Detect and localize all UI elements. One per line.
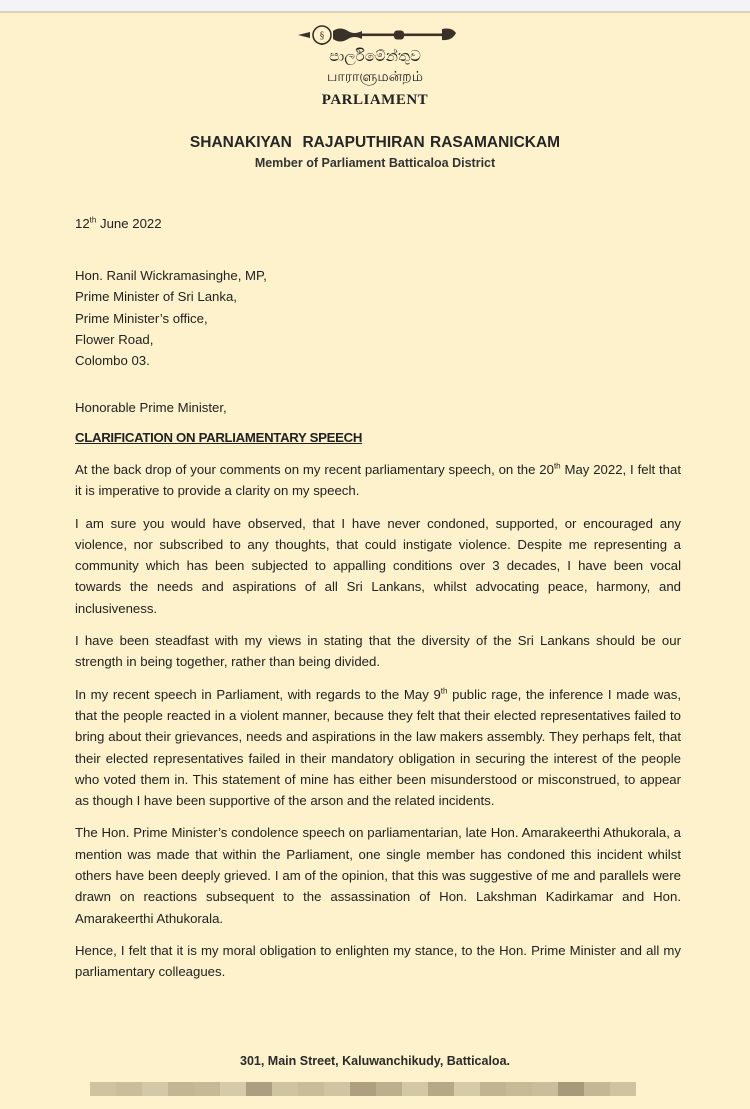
letterhead-tamil-name: பாராளுமன்றம்	[327, 69, 423, 85]
paragraph-text: public rage, the inference I made was, that the people reacted in a violent manner, because they felt that their elected representatives failed to bring about their grievances, needs and aspirations in the law makers assembly. They perhaps felt, that their elected representatives failed in their mandatory obligation in securing the interest of the people who voted them in. This statement of mine has either been misunderstood or misconstrued, to appear as though I have been supportive of the arson and the related incidents.	[75, 686, 681, 809]
redaction-block	[532, 1082, 558, 1096]
member-title: Member of Parliament Batticaloa District	[254, 156, 496, 170]
parliament-mace-emblem-icon	[296, 23, 458, 45]
redaction-block	[402, 1082, 428, 1096]
recipient-line: Flower Road,	[75, 331, 154, 347]
date-suffix: th	[89, 215, 97, 225]
redaction-block	[168, 1082, 194, 1096]
ordinal-suffix: th	[553, 461, 561, 471]
redaction-block	[298, 1082, 324, 1096]
ordinal-suffix: th	[440, 686, 448, 696]
recipient-address	[75, 265, 267, 371]
recipient-line: Prime Minister’s office,	[75, 310, 208, 326]
subject-heading: CLARIFICATION ON PARLIAMENTARY SPEECH	[75, 430, 363, 445]
paragraph-5: The Hon. Prime Minister’s condolence speech on parliamentarian, late Hon. Amarakeerthi Athukorala, a mention was made that within the Parliament, one single member has condoned this incident whilst others have been deeply grieved. I am of the opinion, that this was suggestive of me and parallels were drawn on reactions subsequent to the assassination of Hon. Lakshman Kadirkamar and Hon. Amarakeerthi Athukorala.	[75, 825, 681, 926]
redaction-block	[246, 1082, 272, 1096]
viewer-top-bar	[0, 0, 750, 13]
redacted-contact-line	[90, 1082, 636, 1096]
date-rest: June 2022	[96, 216, 162, 231]
paragraph-4	[75, 684, 681, 812]
redaction-block	[350, 1082, 376, 1096]
redaction-block	[584, 1082, 610, 1096]
redaction-block	[116, 1082, 142, 1096]
letter-date	[75, 213, 162, 234]
redaction-block	[220, 1082, 246, 1096]
recipient-line: Colombo 03.	[75, 353, 150, 369]
recipient-line: Prime Minister of Sri Lanka,	[75, 289, 237, 305]
redaction-block	[610, 1082, 636, 1096]
paragraph-3: I have been steadfast with my views in stating that the diversity of the Sri Lankans should be our strength in being together, rather than being divided.	[75, 633, 681, 670]
letter-page	[0, 13, 750, 1109]
redaction-block	[454, 1082, 480, 1096]
member-name: SHANAKIYAN RAJAPUTHIRAN RASAMANICKAM	[189, 134, 561, 151]
redaction-block	[272, 1082, 298, 1096]
footer-address: 301, Main Street, Kaluwanchikudy, Batticaloa.	[240, 1054, 510, 1068]
redaction-block	[428, 1082, 454, 1096]
letterhead-sinhala-name: පාර්ලිමේන්තුව	[329, 47, 421, 65]
redaction-block	[506, 1082, 532, 1096]
paragraph-2: I am sure you would have observed, that I have never condoned, supported, or encouraged any violence, nor subscribed to any thoughts, that could instigate violence. Despite me representing a community which has been subjected to appalling conditions over 3 decades, I have been vocal towards the needs and aspirations of all Sri Lankans, whilst advocating peace, harmony, and inclusiveness.	[75, 515, 681, 616]
recipient-line: Hon. Ranil Wickramasinghe, MP,	[75, 268, 267, 283]
redaction-block	[142, 1082, 168, 1096]
redaction-block	[90, 1082, 116, 1096]
date-day: 12	[75, 216, 90, 231]
redaction-block	[376, 1082, 402, 1096]
paragraph-text: At the back drop of your comments on my recent parliamentary speech, on the 20	[75, 462, 554, 477]
salutation: Honorable Prime Minister,	[75, 400, 227, 415]
paragraph-6: Hence, I felt that it is my moral obligation to enlighten my stance, to the Hon. Prime Minister and all my parliamentary colleagues.	[75, 942, 681, 980]
paragraph-1	[75, 459, 681, 502]
svg-text:§: §	[319, 31, 325, 42]
paragraph-text: May 2022, I felt that it is imperative to provide a clarity on my speech.	[75, 462, 681, 499]
redaction-block	[194, 1082, 220, 1096]
redaction-block	[324, 1082, 350, 1096]
redaction-block	[558, 1082, 584, 1096]
letter-body	[75, 459, 681, 994]
paragraph-text: In my recent speech in Parliament, with regards to the May 9	[75, 686, 441, 702]
letterhead-english-name: PARLIAMENT	[321, 92, 429, 108]
redaction-block	[480, 1082, 506, 1096]
